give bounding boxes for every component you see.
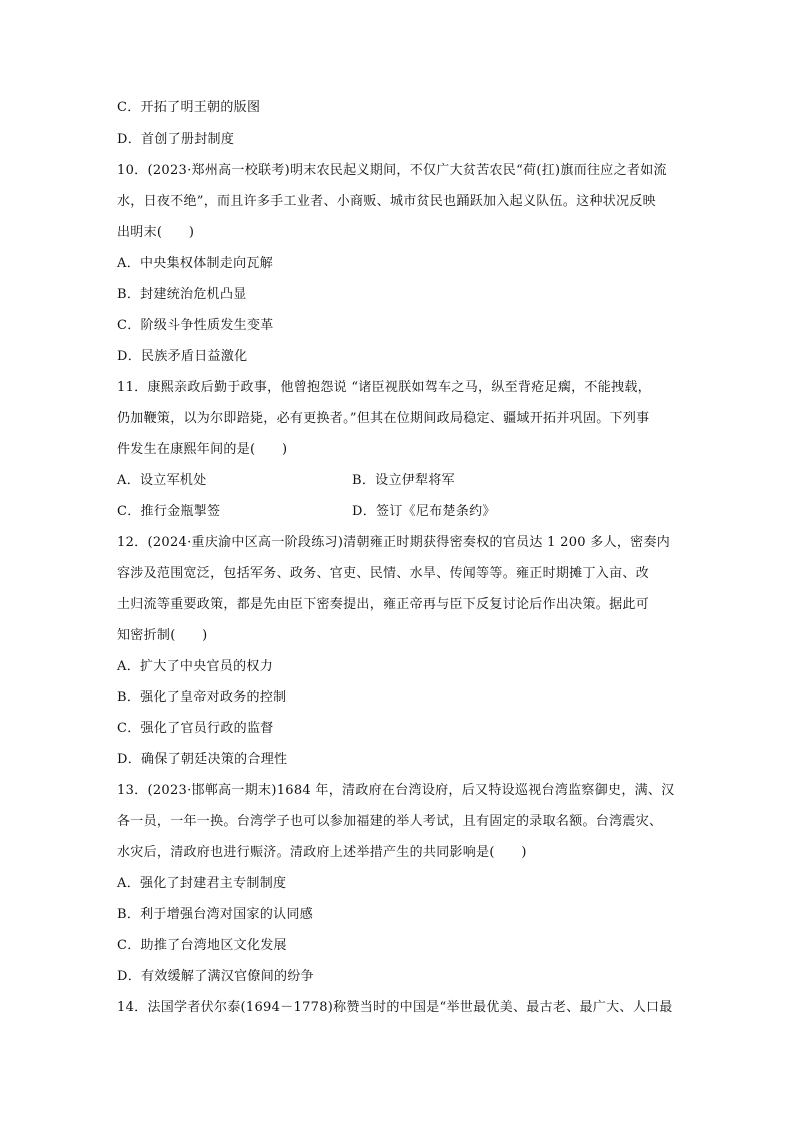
q10-stem-line-2: 水，日夜不绝”，而且许多手工业者、小商贩、城市贫民也踊跃加入起义队伍。这种状况反映 <box>117 194 656 209</box>
q10-option-d: D．民族矛盾日益激化 <box>117 349 248 364</box>
q9-option-c: C．开拓了明王朝的版图 <box>117 100 261 115</box>
q12-option-d: D．确保了朝廷决策的合理性 <box>117 752 288 767</box>
q12-option-b: B．强化了皇帝对政务的控制 <box>117 690 287 705</box>
q13-stem-line-2: 各一员，一年一换。台湾学子也可以参加福建的举人考试，且有固定的录取名额。台湾震灾、 <box>117 814 663 829</box>
q11-stem-line-2: 仍加鞭策，以为尔即踣毙，必有更换者。”但其在位期间政局稳定、疆域开拓并巩固。下列事 <box>117 411 650 426</box>
q10-option-c: C．阶级斗争性质发生变革 <box>117 318 274 333</box>
q11-option-d: D．签订《尼布楚条约》 <box>352 504 496 519</box>
q13-option-c: C．助推了台湾地区文化发展 <box>117 938 287 953</box>
q9-option-d: D．首创了册封制度 <box>117 132 235 147</box>
q10-stem-line-3: 出明末( ) <box>117 225 195 240</box>
q11-option-c: C．推行金瓶掣签 <box>117 504 221 519</box>
q11-stem-line-3: 件发生在康熙年间的是( ) <box>117 442 288 457</box>
q13-option-a: A．强化了封建君主专制制度 <box>117 876 287 891</box>
q12-stem-line-3: 土归流等重要政策，都是先由臣下密奏提出，雍正帝再与臣下反复讨论后作出决策。据此可 <box>117 597 650 612</box>
q14-stem-line-1: 14．法国学者伏尔泰(1694－1778)称赞当时的中国是“举世最优美、最古老、最广大、人口最 <box>117 1000 673 1015</box>
q13-option-d: D．有效缓解了满汉官僚间的纷争 <box>117 969 314 984</box>
q12-option-c: C．强化了官员行政的监督 <box>117 721 274 736</box>
q12-stem-line-1: 12．(2024·重庆渝中区高一阶段练习)清朝雍正时期获得密奏权的官员达 1 200 多人，密奏内 <box>117 535 671 550</box>
q11-option-b: B．设立伊犁将军 <box>352 473 455 488</box>
q12-stem-line-2: 容涉及范围宽泛，包括军务、政务、官吏、民情、水旱、传闻等等。雍正时期摊丁入亩、改 <box>117 566 650 581</box>
q12-option-a: A．扩大了中央官员的权力 <box>117 659 273 674</box>
q12-stem-line-4: 知密折制( ) <box>117 628 208 643</box>
q10-option-a: A．中央集权体制走向瓦解 <box>117 256 273 271</box>
q13-stem-line-3: 水灾后，清政府也进行赈济。清政府上述举措产生的共同影响是( ) <box>117 845 527 860</box>
q13-stem-line-1: 13．(2023·邯郸高一期末)1684 年，清政府在台湾设府，后又特设巡视台湾监察御史，满、汉 <box>117 783 675 798</box>
q10-option-b: B．封建统治危机凸显 <box>117 287 247 302</box>
q13-option-b: B．利于增强台湾对国家的认同感 <box>117 907 314 922</box>
q11-option-a: A．设立军机处 <box>117 473 207 488</box>
q10-stem-line-1: 10．(2023·郑州高一校联考)明末农民起义期间，不仅广大贫苦农民“荷(扛)旗而往应之者如流 <box>117 163 667 178</box>
q11-stem-line-1: 11．康熙亲政后勤于政事，他曾抱怨说 “诸臣视朕如驾车之马，纵至背疮足瘸，不能拽载， <box>117 380 651 395</box>
